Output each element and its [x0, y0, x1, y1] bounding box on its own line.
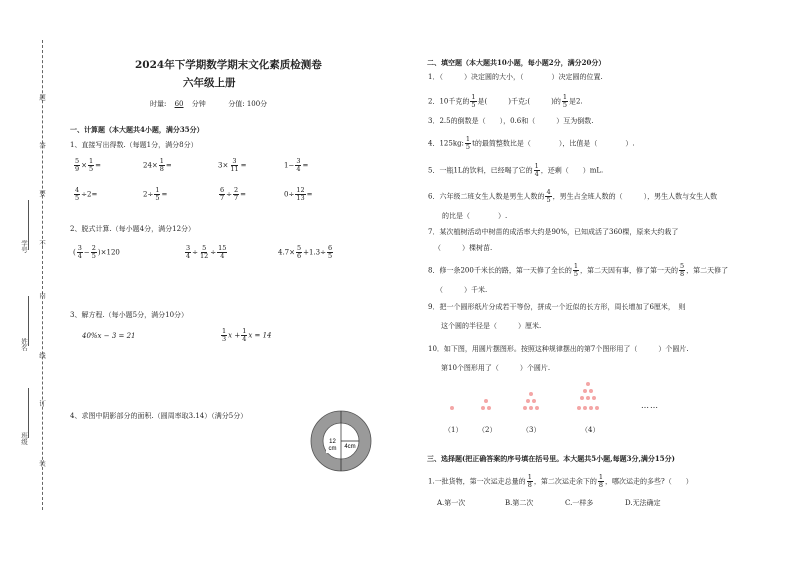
- s2-q8: 8．修一条200千米长的路，第一天修了全长的 $\frac{1}{5}$ ，第二天因有事，修了第一天的 $\frac{5}{8}$ ，第二天修了: [428, 262, 729, 278]
- s1-q1-item-2: 24× $\frac{1}{8}$ =: [143, 157, 172, 173]
- time-unit: 分钟: [191, 100, 206, 108]
- s1-q1-item-7: $\frac{6}{7}$ ÷ $\frac{2}{7}$ =: [220, 186, 247, 202]
- annulus-figure: [308, 408, 374, 474]
- s2-q9: 9．把一个圆形纸片分成若干等份，拼成一个近似的长方形，周长增加了6厘米， 则: [428, 303, 686, 311]
- outer-label-1: 12: [329, 439, 336, 445]
- time-value: 60: [174, 100, 184, 108]
- binding-mark: 装: [38, 460, 46, 467]
- s1-q3-text: 3、解方程.（每小题5分，满分10分）: [70, 311, 189, 319]
- s2-q4: 4．125kg: $\frac{1}{5}$ t的最简整数比是（ ），比值是（ ）.: [428, 135, 635, 151]
- exam-title: 2024年下学期数学期末文化素质检测卷: [135, 59, 322, 71]
- exam-subtitle: 六年级上册: [183, 77, 236, 89]
- inner-label: 4cm: [344, 444, 356, 450]
- s2-q8-cont: （ ）千米.: [436, 286, 488, 294]
- student-name-field[interactable]: [28, 296, 29, 346]
- s2-q3: 3．2.5的倒数是（ ），0.6和（ ）互为倒数.: [428, 117, 594, 125]
- section1-heading: 一、计算题（本大题共4小题，满分35分）: [70, 125, 204, 134]
- option-a[interactable]: A.第一次: [437, 499, 466, 507]
- s1-q1-item-6: 2÷ $\frac{1}{5}$ =: [143, 186, 168, 202]
- time-info: [150, 99, 267, 109]
- binding-mark: 答: [38, 142, 46, 149]
- option-c[interactable]: C.一样多: [565, 499, 594, 507]
- pattern-ellipsis: ……: [641, 401, 659, 410]
- binding-mark: 要: [38, 190, 46, 197]
- s1-q1-item-1: $\frac{5}{9}$ × $\frac{1}{5}$ =: [75, 157, 102, 173]
- class-label: 班级: [20, 432, 28, 445]
- outer-label-2: cm: [328, 446, 337, 452]
- option-b[interactable]: B.第二次: [505, 499, 534, 507]
- s2-q7: 7．某次植树活动中树苗的成活率大约是90%，已知成活了360棵，原来大约栽了: [428, 228, 679, 236]
- s1-q3-eq-2: $\frac{1}{3}$ x + $\frac{1}{4}$ x = 14: [222, 327, 272, 343]
- binding-line: [42, 40, 43, 510]
- pattern-label-3: （3）: [522, 426, 541, 434]
- s1-q1-item-3: 3× $\frac{3}{11}$ =: [218, 157, 247, 173]
- s1-q1-item-5: $\frac{4}{5}$ ÷2=: [75, 186, 98, 202]
- score-value: 100分: [246, 100, 268, 108]
- s3-q1: 1.一批货物，第一次运走总量的 $\frac{1}{8}$ ，第二次运走余下的 $\frac{1}{8}$ ，哪次运走的多些?（ ）: [428, 473, 693, 489]
- s1-q2-expr-2: $\frac{3}{4}$ ÷ $\frac{5}{12}$ ÷ $\frac{15}{4}$: [186, 244, 227, 260]
- pattern-label-1: （1）: [444, 426, 463, 434]
- s1-q3-eq-1: 40%x − 3 = 21: [82, 332, 136, 340]
- s1-q2-expr-1: ( $\frac{3}{4}$ − $\frac{2}{5}$ )×120: [73, 244, 120, 260]
- student-id-field[interactable]: [28, 200, 29, 250]
- s1-q2-expr-3: 4.7× $\frac{5}{6}$ +1.3÷ $\frac{6}{5}$: [278, 244, 333, 260]
- class-field[interactable]: [28, 388, 29, 438]
- s2-q5: 5．一瓶1L的饮料，已经喝了它的 $\frac{1}{4}$ ，还剩（ ）mL.: [428, 162, 604, 178]
- binding-mark: 内: [38, 292, 46, 299]
- s2-q10: 10．如下图，用圆片摆图形。按照这种规律摆出的第7个图形用了（ ）个圆片.: [428, 345, 689, 353]
- binding-mark: 题: [38, 94, 46, 101]
- s1-q1-item-4: 1− $\frac{3}{4}$ =: [284, 157, 309, 173]
- section3-heading: 三、选择题(把正确答案的序号填在括号里。本大题共5小题,每题3分,满分15分): [427, 454, 675, 463]
- binding-mark: 订: [38, 400, 46, 407]
- option-d[interactable]: D.无法确定: [625, 499, 661, 507]
- s2-q6-cont: 的比是（ ）.: [442, 212, 508, 220]
- pattern-label-4: （4）: [581, 426, 600, 434]
- s2-q7-cont: （ ）棵树苗.: [434, 244, 493, 252]
- score-label: 分值:: [228, 100, 245, 108]
- binding-mark: 线: [38, 352, 46, 359]
- s2-q6: 6．六年级二班女生人数是男生人数的 $\frac{4}{5}$ ，男生占全班人数的（ ），男生人数与女生人数: [428, 188, 718, 204]
- binding-mark: 不: [38, 240, 46, 247]
- s2-q1: 1．（ ）决定圆的大小，（ ）决定圆的位置.: [428, 73, 603, 81]
- section2-heading: 二、填空题（本大题共10小题，每小题2分，满分20分）: [427, 58, 606, 67]
- s1-q1-text: 1、直接写出得数.（每题1分，满分8分）: [70, 141, 198, 149]
- s2-q9-cont: 这个圆的半径是（ ）厘米.: [441, 322, 542, 330]
- time-label: 时量:: [150, 100, 167, 108]
- pattern-label-2: （2）: [478, 426, 497, 434]
- s1-q2-text: 2、脱式计算.（每小题4分，满分12分）: [70, 225, 196, 233]
- s2-q10-cont: 第10个图形用了（ ）个圆片.: [441, 364, 551, 372]
- s2-q2: 2．10千克的 $\frac{1}{5}$ 是( )千克;( )的 $\frac{1}{5}$ 是2.: [428, 93, 583, 109]
- student-name-label: 姓名: [20, 338, 28, 351]
- s1-q4-text: 4、求图中阴影部分的面积.（圆周率取3.14）（满分5分）: [70, 412, 248, 420]
- s1-q1-item-8: 0÷ $\frac{12}{13}$ =: [284, 186, 313, 202]
- student-id-label: 学号: [20, 240, 28, 253]
